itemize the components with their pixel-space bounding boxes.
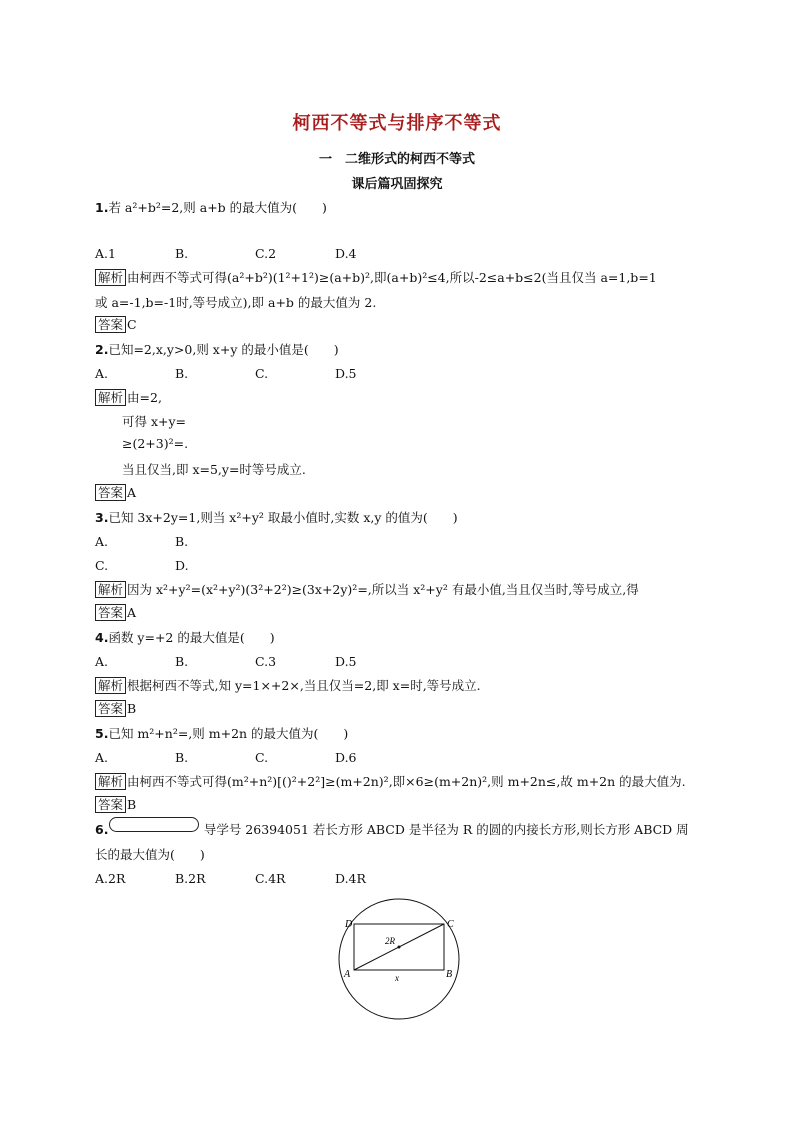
line-q3a (95, 580, 639, 598)
line-text: 由柯西不等式可得(a²+b²)(1²+1²)≥(a+b)²,即(a+b)²≤4,所以-2≤a+b≤2(当且仅当 a=1,b=1 (127, 270, 657, 285)
line-text: 导学号 26394051 若长方形 ABCD 是半径为 R 的圆的内接长方形,则长方形 ABCD 周 (108, 822, 689, 837)
line-q6b (95, 845, 205, 863)
circle-rectangle-figure (337, 897, 461, 1021)
line-q5b (95, 796, 136, 813)
line-text: B (127, 797, 137, 812)
section-title: 一 二维形式的柯西不等式 (318, 152, 475, 167)
question-number: 6. (95, 822, 109, 837)
line-text: A (127, 605, 137, 620)
line-q1o (95, 246, 415, 261)
label-c: C (447, 919, 454, 930)
analysis-tag: 解析 (95, 389, 126, 406)
line-text: 由柯西不等式可得(m²+n²)[()²+2²]≥(m+2n)²,即×6≥(m+2n)²,则 m+2n≤,故 m+2n 的最大值为. (127, 774, 686, 789)
page-title: 柯西不等式与排序不等式 (292, 113, 502, 134)
line-q4 (95, 628, 275, 646)
question-number: 2. (95, 342, 109, 357)
line-text: 函数 y=+2 的最大值是( ) (108, 630, 275, 645)
option-d[interactable]: D.6 (335, 750, 357, 765)
question-number: 3. (95, 510, 109, 525)
option-a[interactable]: A. (95, 534, 109, 549)
option-c[interactable]: C. (255, 750, 269, 765)
label-2r: 2R (385, 936, 395, 946)
line-q1a (95, 268, 657, 286)
line-q6o (95, 871, 415, 886)
line-q4o (95, 654, 415, 669)
line-q4a (95, 676, 481, 694)
line-text: 已知 m²+n²=,则 m+2n 的最大值为( ) (108, 726, 349, 741)
answer-tag: 答案 (95, 700, 126, 717)
option-a[interactable]: C. (95, 558, 109, 573)
option-b[interactable]: B. (175, 246, 189, 261)
line-text: 根据柯西不等式,知 y=1×+2×,当且仅当=2,即 x=时,等号成立. (127, 678, 481, 693)
line-text: 已知 3x+2y=1,则当 x²+y² 取最小值时,实数 x,y 的值为( ) (108, 510, 458, 525)
option-a[interactable]: A.2R (95, 871, 126, 886)
line-text: 因为 x²+y²=(x²+y²)(3²+2²)≥(3x+2y)²=,所以当 x²+y² 有最小值,当且仅当时,等号成立,得 (127, 582, 639, 597)
option-a[interactable]: A. (95, 750, 109, 765)
option-d[interactable]: D.4R (335, 871, 366, 886)
line-q5 (95, 724, 348, 742)
line-text: 可得 x+y= (122, 414, 187, 429)
section-subtitle: 课后篇巩固探究 (351, 177, 443, 192)
question-number: 5. (95, 726, 109, 741)
line-q5o (95, 750, 415, 765)
answer-tag: 答案 (95, 484, 126, 501)
line-text: B (127, 701, 137, 716)
line-text: A (127, 485, 137, 500)
line-q3o1 (95, 534, 255, 549)
line-q2 (95, 340, 339, 358)
question-number: 4. (95, 630, 109, 645)
option-a[interactable]: A. (95, 654, 109, 669)
analysis-tag: 解析 (95, 581, 126, 598)
line-q3b (95, 604, 136, 621)
option-c[interactable]: C.2 (255, 246, 277, 261)
option-d[interactable]: D.5 (335, 366, 357, 381)
option-b[interactable]: D. (175, 558, 189, 573)
line-text: 当且仅当,即 x=5,y=时等号成立. (122, 462, 306, 477)
label-x: x (395, 973, 399, 983)
option-b[interactable]: B. (175, 750, 189, 765)
analysis-tag: 解析 (95, 773, 126, 790)
circumscribed-circle (339, 899, 459, 1019)
question-number: 1. (95, 200, 109, 215)
line-q1b (95, 293, 376, 311)
center-point (398, 946, 401, 949)
line-q1 (95, 198, 327, 216)
line-text: 由=2, (127, 390, 162, 405)
option-d[interactable]: D.5 (335, 654, 357, 669)
line-text: 已知=2,x,y>0,则 x+y 的最小值是( ) (108, 342, 339, 357)
line-q2c (122, 436, 188, 451)
line-q2a (95, 388, 162, 406)
analysis-tag: 解析 (95, 677, 126, 694)
label-a: A (344, 969, 351, 980)
line-text: ≥(2+3)²=. (122, 436, 189, 451)
line-q2o (95, 366, 415, 381)
line-q1c (95, 316, 137, 333)
option-d[interactable]: D.4 (335, 246, 357, 261)
line-q3 (95, 508, 458, 526)
line-q5a (95, 772, 686, 790)
option-a[interactable]: A. (95, 366, 109, 381)
option-b[interactable]: B. (175, 534, 189, 549)
option-c[interactable]: C.4R (255, 871, 286, 886)
line-text: 或 a=-1,b=-1时,等号成立),即 a+b 的最大值为 2. (95, 295, 377, 310)
answer-tag: 答案 (95, 604, 126, 621)
line-text: C (127, 317, 137, 332)
label-b: B (446, 969, 453, 980)
line-text: 若 a²+b²=2,则 a+b 的最大值为( ) (108, 200, 327, 215)
answer-tag: 答案 (95, 796, 126, 813)
option-c[interactable]: C. (255, 366, 269, 381)
option-b[interactable]: B. (175, 366, 189, 381)
analysis-tag: 解析 (95, 269, 126, 286)
line-q2d (122, 460, 306, 478)
line-q4b (95, 700, 136, 717)
option-b[interactable]: B. (175, 654, 189, 669)
option-b[interactable]: B.2R (175, 871, 206, 886)
option-c[interactable]: C.3 (255, 654, 277, 669)
answer-tag: 答案 (95, 316, 126, 333)
answer-blank-pill[interactable] (109, 817, 199, 832)
line-text: 长的最大值为( ) (95, 847, 205, 862)
line-q2e (95, 484, 136, 501)
line-q3o2 (95, 558, 255, 573)
line-q2b (122, 412, 186, 430)
label-d: D (345, 919, 353, 930)
option-a[interactable]: A.1 (95, 246, 116, 261)
